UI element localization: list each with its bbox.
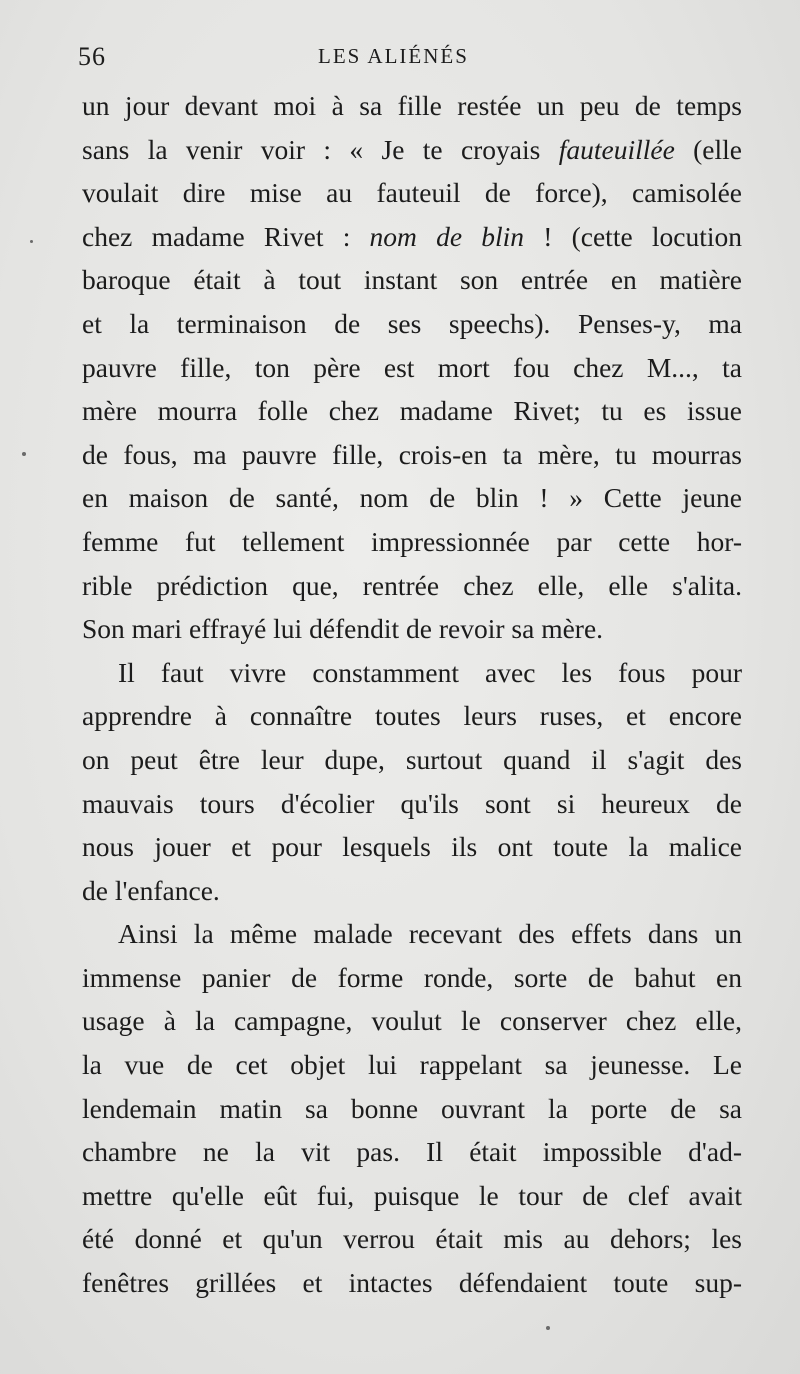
text-run: femme fut tellement impressionnée par cette hor- (82, 525, 742, 557)
text-run: rible prédiction que, rentrée chez elle, elle s'alita. (82, 569, 742, 601)
text-line (82, 825, 742, 869)
text-run: de fous, ma pauvre fille, crois-en ta mère, tu mourras (82, 438, 742, 470)
text-line (82, 607, 742, 651)
paper-speck (22, 452, 26, 456)
text-line (82, 302, 742, 346)
text-run: voulait dire mise au fauteuil de force), camisolée (82, 177, 742, 209)
italic-phrase: nom de blin (369, 220, 525, 252)
text-run: fenêtres grillées et intactes défendaient toute sup- (82, 1267, 742, 1299)
text-line (82, 912, 742, 956)
text-run: chambre ne la vit pas. Il était impossible d'ad- (82, 1136, 742, 1168)
text-line (82, 999, 742, 1043)
text-line (82, 215, 742, 259)
text-line (82, 84, 742, 128)
text-run: et la terminaison de ses speechs). Penses-y, ma (82, 307, 742, 339)
text-run: Ainsi la même malade recevant des effets dans un (118, 918, 742, 950)
text-line (82, 651, 742, 695)
text-line (82, 738, 742, 782)
text-run: nous jouer et pour lesquels ils ont toute la malice (82, 831, 742, 863)
text-line (82, 1043, 742, 1087)
text-run: ! (cette locution (524, 220, 742, 252)
text-line (82, 1261, 742, 1305)
text-line (82, 782, 742, 826)
text-run: mère mourra folle chez madame Rivet; tu es issue (82, 395, 742, 427)
text-line (82, 564, 742, 608)
text-run: chez madame Rivet : (82, 220, 370, 252)
text-line (82, 433, 742, 477)
text-run: apprendre à connaître toutes leurs ruses, et encore (82, 700, 742, 732)
text-run: baroque était à tout instant son entrée en matière (82, 264, 742, 296)
text-line (82, 956, 742, 1000)
text-run: mettre qu'elle eût fui, puisque le tour de clef avait (82, 1179, 742, 1211)
text-run: de l'enfance. (82, 874, 220, 906)
text-run: en maison de santé, nom de blin ! » Cette jeune (82, 482, 742, 514)
text-run: pauvre fille, ton père est mort fou chez M..., ta (82, 351, 742, 383)
page-number: 56 (78, 42, 106, 71)
text-run: lendemain matin sa bonne ouvrant la porte de sa (82, 1092, 742, 1124)
paper-speck (546, 1326, 550, 1330)
text-run: un jour devant moi à sa fille restée un peu de temps (82, 90, 742, 121)
text-line (82, 476, 742, 520)
text-run: la vue de cet objet lui rappelant sa jeunesse. Le (82, 1049, 742, 1081)
text-run: sans la venir voir : « Je te croyais (82, 133, 559, 165)
text-run: mauvais tours d'écolier qu'ils sont si heureux de (82, 787, 742, 819)
text-run: on peut être leur dupe, surtout quand il s'agit des (82, 743, 742, 775)
text-line (82, 258, 742, 302)
text-run: été donné et qu'un verrou était mis au dehors; les (82, 1223, 742, 1255)
text-run: (elle (674, 133, 742, 165)
text-line (82, 1087, 742, 1131)
running-title: LES ALIÉNÉS (318, 44, 469, 68)
text-line (82, 389, 742, 433)
text-run: Il faut vivre constamment avec les fous pour (118, 656, 742, 688)
paper-speck (30, 240, 33, 243)
text-line (82, 346, 742, 390)
body-text (82, 84, 742, 1305)
italic-phrase: fauteuillée (558, 133, 675, 165)
text-line (82, 520, 742, 564)
text-line (82, 694, 742, 738)
page-header (78, 42, 738, 76)
text-run: immense panier de forme ronde, sorte de bahut en (82, 961, 742, 993)
text-line (82, 869, 742, 913)
text-line (82, 1217, 742, 1261)
text-line (82, 1130, 742, 1174)
text-line (82, 171, 742, 215)
text-line (82, 1174, 742, 1218)
text-line (82, 128, 742, 172)
text-run: usage à la campagne, voulut le conserver chez elle, (82, 1005, 742, 1037)
text-run: Son mari effrayé lui défendit de revoir sa mère. (82, 613, 604, 645)
